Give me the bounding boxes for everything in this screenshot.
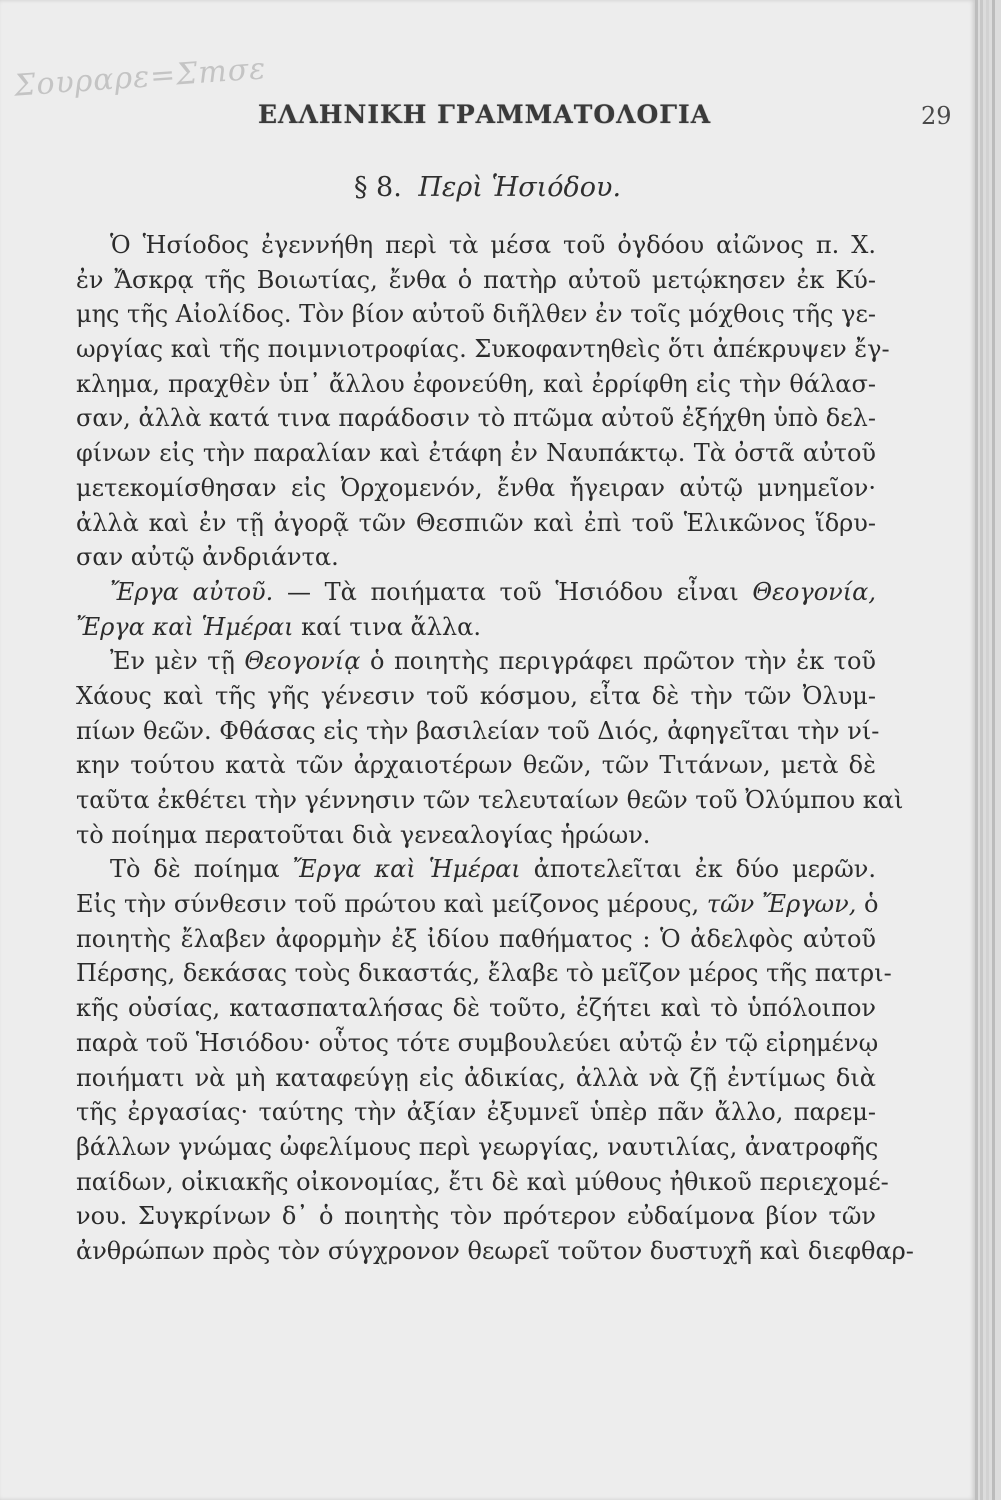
- text-line: τὸ ποίημα περατοῦται διὰ γενεαλογίας ἡρώων.: [76, 820, 651, 849]
- text-line: φίνων εἰς τὴν παραλίαν καὶ ἐτάφη ἐν Ναυπάκτῳ. Τὰ ὀστᾶ αὐτοῦ: [76, 439, 876, 468]
- italic-title: Θεογονία,: [752, 577, 876, 606]
- text-line: ταῦτα ἐκθέτει τὴν γέννησιν τῶν τελευταίων θεῶν τοῦ Ὀλύμπου καὶ: [76, 786, 904, 814]
- text-span: — Τὰ ποιήματα τοῦ Ἡσιόδου εἶναι: [286, 577, 739, 606]
- text-line: πίων θεῶν. Φθάσας εἰς τὴν βασιλείαν τοῦ Διός, ἀφηγεῖται τὴν νί-: [76, 716, 880, 745]
- text-line: ωργίας καὶ τῆς ποιμνιοτροφίας. Συκοφαντηθεὶς ὅτι ἀπέκρυψεν ἔγ-: [76, 335, 890, 364]
- text-line: νου. Συγκρίνων δ᾽ ὁ ποιητὴς τὸν πρότερον εὐδαίμονα βίον τῶν: [76, 1202, 876, 1231]
- text-line: ποιήματι νὰ μὴ καταφεύγῃ εἰς ἀδικίας, ἀλλὰ νὰ ζῇ ἐντίμως διὰ: [76, 1063, 876, 1092]
- text-line: ἐν Ἄσκρᾳ τῆς Βοιωτίας, ἔνθα ὁ πατὴρ αὐτοῦ μετῴκησεν ἐκ Κύ-: [76, 265, 876, 294]
- page-number: 29: [921, 102, 952, 130]
- text-line: [76, 644, 876, 679]
- text-line: κην τούτου κατὰ τῶν ἀρχαιοτέρων θεῶν, τῶν Τιτάνων, μετὰ δὲ: [76, 751, 876, 780]
- text-line: παρὰ τοῦ Ἡσιόδου· οὗτος τότε συμβουλεύει αὐτῷ ἐν τῷ εἰρημένῳ: [76, 1028, 879, 1057]
- works-label: Ἔργα αὐτοῦ.: [110, 577, 274, 606]
- text-line: Ὁ Ἡσίοδος ἐγεννήθη περὶ τὰ μέσα τοῦ ὀγδόου αἰῶνος π. Χ.: [110, 231, 876, 259]
- italic-title: Θεογονίᾳ: [244, 647, 361, 676]
- text-line: κλημα, πραχθὲν ὑπ᾽ ἄλλου ἐφονεύθη, καὶ ἐρρίφθη εἰς τὴν θάλασ-: [76, 369, 876, 398]
- page-edge: [980, 0, 983, 1500]
- text-line: ἀλλὰ καὶ ἐν τῇ ἀγορᾷ τῶν Θεσπιῶν καὶ ἐπὶ τοῦ Ἑλικῶνος ἵδρυ-: [76, 508, 876, 537]
- text-line: μης τῆς Αἰολίδος. Τὸν βίον αὐτοῦ διῆλθεν ἐν τοῖς μόχθοις τῆς γε-: [76, 300, 876, 329]
- page-edge: [975, 0, 978, 1500]
- section-number: § 8.: [353, 172, 402, 203]
- text-line: μετεκομίσθησαν εἰς Ὀρχομενόν, ἔνθα ἤγειραν αὐτῷ μνημεῖον·: [76, 473, 876, 502]
- text-line: [76, 852, 876, 887]
- text-line: Χάους καὶ τῆς γῆς γένεσιν τοῦ κόσμου, εἶτα δὲ τὴν τῶν Ὀλυμ-: [76, 681, 876, 710]
- italic-title: Ἔργα καὶ Ἡμέραι: [76, 612, 294, 641]
- text-span: Εἰς τὴν σύνθεσιν τοῦ πρώτου καὶ μείζονος μέρους,: [76, 890, 700, 919]
- text-line: [76, 610, 876, 645]
- text-span: ἀποτελεῖται ἐκ δύο μερῶν.: [533, 855, 877, 884]
- italic-title: Ἔργα καὶ Ἡμέραι: [292, 855, 521, 884]
- text-span: καί τινα ἄλλα.: [301, 612, 481, 641]
- text-line: ἀνθρώπων πρὸς τὸν σύγχρονον θεωρεῖ τοῦτον δυστυχῆ καὶ διεφθαρ-: [76, 1236, 914, 1265]
- page-edge: [986, 0, 989, 1500]
- text-span: ὁ: [863, 890, 879, 919]
- handwritten-margin-note: Σουραρε=Σmσε: [13, 51, 268, 104]
- text-line: [76, 887, 879, 922]
- body-text: [76, 228, 914, 1269]
- running-header: [0, 100, 975, 140]
- text-span: Ἐν μὲν τῇ: [110, 647, 235, 676]
- text-line: ποιητὴς ἔλαβεν ἀφορμὴν ἐξ ἰδίου παθήματος : Ὁ ἀδελφὸς αὐτοῦ: [76, 924, 876, 953]
- text-line: [76, 575, 876, 610]
- page-edge: [992, 0, 995, 1500]
- text-line: σαν, ἀλλὰ κατά τινα παράδοσιν τὸ πτῶμα αὐτοῦ ἐξήχθη ὑπὸ δελ-: [76, 404, 876, 433]
- text-line: σαν αὐτῷ ἀνδριάντα.: [76, 543, 339, 572]
- section-title: Περὶ Ἡσιόδου.: [418, 172, 622, 203]
- text-line: Πέρσης, δεκάσας τοὺς δικαστάς, ἔλαβε τὸ μεῖζον μέρος τῆς πατρι-: [76, 959, 892, 988]
- text-line: βάλλων γνώμας ὠφελίμους περὶ γεωργίας, ναυτιλίας, ἀνατροφῆς: [76, 1132, 879, 1161]
- italic-title: τῶν Ἔργων,: [706, 890, 857, 919]
- text-span: ὁ ποιητὴς περιγράφει πρῶτον τὴν ἐκ τοῦ: [369, 647, 876, 676]
- text-line: παίδων, οἰκιακῆς οἰκονομίας, ἔτι δὲ καὶ μύθους ἠθικοῦ περιεχομέ-: [76, 1167, 889, 1196]
- text-line: τῆς ἐργασίας· ταύτης τὴν ἀξίαν ἐξυμνεῖ ὑπὲρ πᾶν ἄλλο, παρεμ-: [76, 1098, 876, 1127]
- text-span: Τὸ δὲ ποίημα: [110, 855, 280, 884]
- running-title: ΕΛΛΗΝΙΚΗ ΓΡΑΜΜΑΤΟΛΟΓΙΑ: [258, 100, 712, 129]
- text-line: κῆς οὐσίας, κατασπαταλήσας δὲ τοῦτο, ἐζήτει καὶ τὸ ὑπόλοιπον: [76, 994, 876, 1023]
- section-heading: [0, 172, 975, 203]
